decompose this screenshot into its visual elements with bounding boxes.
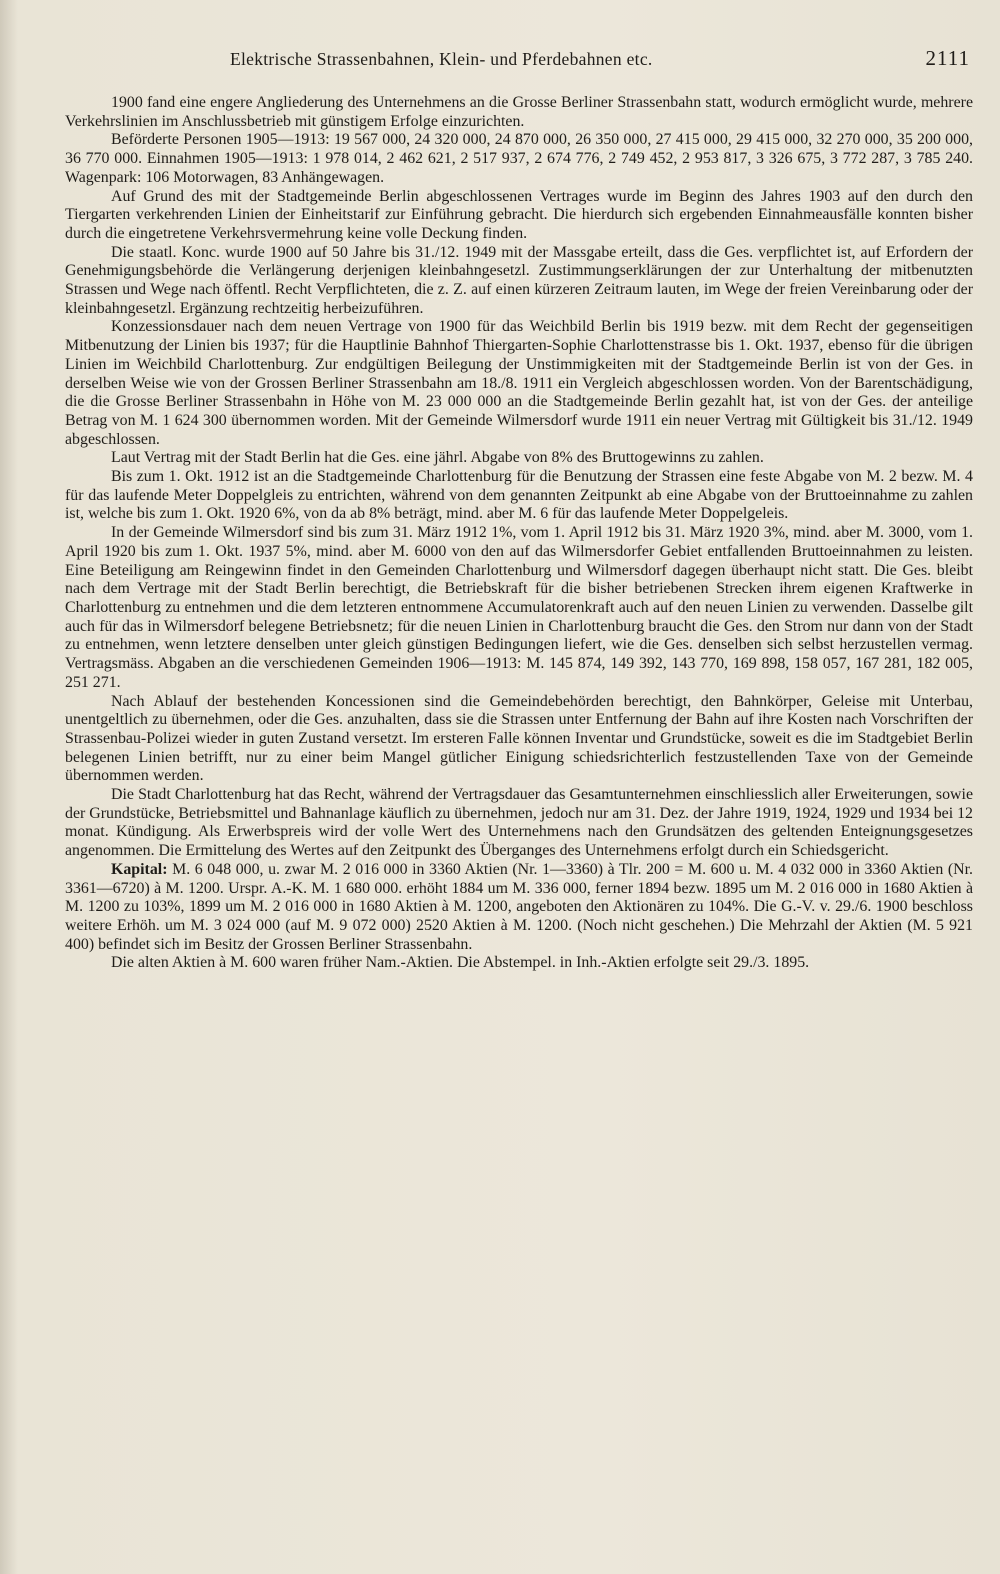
kapital-paragraph: [65, 861, 973, 955]
kapital-label: Kapital:: [111, 860, 168, 878]
running-title: Elektrische Strassenbahnen, Klein- und Pferdebahnen etc.: [230, 49, 653, 69]
paragraph: Nach Ablauf der bestehenden Koncessionen sind die Gemeindebehörden berechtigt, den Bahnkörper, Geleise mit Unterbau, unentgeltlich zu übernehmen, oder die Ges. anzuhalten, dass sie die Strassen unter Entfernung der Bahn auf ihre Kosten nach Vorschriften der Strassenbau-Polizei wieder in guten Zustand versetzt. Im ersteren Falle können Inventar und Grundstücke, soweit es die im Stadtgebiet Berlin belegenen Linien betrifft, nur zu einer beim Mangel gütlicher Einigung schiedsrichterlich festzustellenden Taxe von der Gemeinde übernommen werden.: [65, 692, 973, 785]
page-body: [65, 94, 973, 973]
paragraph: Auf Grund des mit der Stadtgemeinde Berlin abgeschlossenen Vertrages wurde im Beginn des Jahres 1903 auf den durch den Tiergarten verkehrenden Linien der Einheitstarif zur Einführung gebracht. Die hierdurch sich ergebenden Einnahmeausfälle konnten bisher durch die eingetretene Verkehrsvermehrung keine volle Deckung finden.: [65, 187, 973, 242]
paragraph: Die staatl. Konc. wurde 1900 auf 50 Jahre bis 31./12. 1949 mit der Massgabe erteilt, dass die Ges. verpflichtet ist, auf Erfordern der Genehmigungsbehörde die Verlängerung derjenigen kleinbahngesetzl. Zustimmungserklärungen der zur Unterhaltung der mitbenutzten Strassen und Wege nach öffentl. Recht Verpflichteten, die z. Z. auf einen kürzeren Zeitraum lauten, im Wege der freien Vereinbarung oder der kleinbahngesetzl. Ergänzung rechtzeitig herbeizuführen.: [65, 243, 973, 317]
page-number: 2111: [925, 46, 970, 70]
paragraph: Beförderte Personen 1905—1913: 19 567 000, 24 320 000, 24 870 000, 26 350 000, 27 415 000, 29 415 000, 32 270 000, 35 200 000, 36 770 000. Einnahmen 1905—1913: 1 978 014, 2 462 621, 2 517 937, 2 674 776, 2 749 452, 2 953 817, 3 326 675, 3 772 287, 3 785 240. Wagenpark: 106 Motorwagen, 83 Anhängewagen.: [65, 131, 973, 186]
paragraph: 1900 fand eine engere Angliederung des Unternehmens an die Grosse Berliner Strassenbahn statt, wodurch ermöglicht wurde, mehrere Verkehrslinien im Anschlussbetrieb mit günstigem Erfolge einzurichten.: [65, 94, 973, 130]
paragraph: Bis zum 1. Okt. 1912 ist an die Stadtgemeinde Charlottenburg für die Benutzung der Strassen eine feste Abgabe von M. 2 bezw. M. 4 für das laufende Meter Doppelgleis zu entrichten, während von dem genannten Zeitpunkt ab eine Abgabe von der Bruttoeinnahme zu zahlen ist, welche bis zum 1. Okt. 1920 6%, von da ab 8% beträgt, mind. aber M. 6 für das laufende Meter Doppelgeleis.: [65, 468, 973, 523]
kapital-text: M. 6 048 000, u. zwar M. 2 016 000 in 3360 Aktien (Nr. 1—3360) à Tlr. 200 = M. 600 u. M. 4 032 000 in 3360 Aktien (Nr. 3361—6720) à M. 1200. Urspr. A.-K. M. 1 680 000. erhöht 1884 um M. 336 000, ferner 1894 bezw. 1895 um M. 2 016 000 in 1680 Aktien à M. 1200 zu 103%, 1899 um M. 2 016 000 in 1680 Aktien à M. 1200, angeboten den Aktionären zu 104%. Die G.-V. v. 29./6. 1900 beschloss weitere Erhöh. um M. 3 024 000 (auf M. 9 072 000) 2520 Aktien à M. 1200. (Noch nicht geschehen.) Die Mehrzahl der Aktien (M. 5 921 400) befindet sich im Besitz der Grossen Berliner Strassenbahn.: [65, 860, 973, 953]
paragraph: Laut Vertrag mit der Stadt Berlin hat die Ges. eine jährl. Abgabe von 8% des Bruttogewinns zu zahlen.: [111, 449, 764, 467]
paragraph: Konzessionsdauer nach dem neuen Vertrage von 1900 für das Weichbild Berlin bis 1919 bezw. mit dem Recht der gegenseitigen Mitbenutzung der Linien bis 1937; für die Hauptlinie Bahnhof Thiergarten-Sophie Charlottenstrasse bis 1. Okt. 1937, ebenso für die übrigen Linien im Weichbild Charlottenburg. Zur endgültigen Beilegung der Unstimmigkeiten mit der Stadtgemeinde Berlin ist von der Ges. in derselben Weise wie von der Grossen Berliner Strassenbahn am 18./8. 1911 ein Vergleich abgeschlossen worden. Von der Barentschädigung, die die Grosse Berliner Strassenbahn in Höhe von M. 23 000 000 an die Stadtgemeinde Berlin gezahlt hat, ist von der Ges. der anteilige Betrag von M. 1 624 300 übernommen worden. Mit der Gemeinde Wilmersdorf wurde 1911 ein neuer Vertrag mit Gültigkeit bis 31./12. 1949 abgeschlossen.: [65, 318, 973, 448]
paragraph: Die alten Aktien à M. 600 waren früher Nam.-Aktien. Die Abstempel. in Inh.-Aktien erfolgte seit 29./3. 1895.: [111, 954, 810, 972]
paragraph: In der Gemeinde Wilmersdorf sind bis zum 31. März 1912 1%, vom 1. April 1912 bis 31. März 1920 3%, mind. aber M. 3000, vom 1. April 1920 bis zum 1. Okt. 1937 5%, mind. aber M. 6000 von den auf das Wilmersdorfer Gebiet entfallenden Bruttoeinnahmen zu leisten. Eine Beteiligung am Reingewinn findet in den Gemeinden Charlottenburg und Wilmersdorf dagegen überhaupt nicht statt. Die Ges. bleibt nach dem Vertrage mit der Stadt Berlin berechtigt, die Betriebskraft für die bisher betriebenen Strecken ihrem eigenen Kraftwerke in Charlottenburg zu entnehmen und die dem letzteren entnommene Accumulatorenkraft auch auf den neuen Linien zu verwenden. Dasselbe gilt auch für das in Wilmersdorf belegene Betriebsnetz; für die neuen Linien in Charlottenburg braucht die Ges. den Strom nur dann von der Stadt zu entnehmen, wenn letztere denselben unter gleich günstigen Bedingungen liefert, wie die Ges. denselben sich selbst herzustellen vermag. Vertragsmäss. Abgaben an die verschiedenen Gemeinden 1906—1913: M. 145 874, 149 392, 143 770, 169 898, 158 057, 167 281, 182 005, 251 271.: [65, 524, 973, 691]
page-header: [230, 46, 970, 76]
paragraph: Die Stadt Charlottenburg hat das Recht, während der Vertragsdauer das Gesamtunternehmen einschliesslich aller Erweiterungen, sowie der Grundstücke, Betriebsmittel und Bahnanlage käuflich zu übernehmen, jedoch nur am 31. Dez. der Jahre 1919, 1924, 1929 und 1934 bei 12 monat. Kündigung. Als Erwerbspreis wird der volle Wert des Unternehmens nach den Grundsätzen des geltenden Enteignungsgesetzes angenommen. Die Ermittelung des Wertes auf den Zeitpunkt des Überganges des Unternehmens erfolgt durch ein Schiedsgericht.: [65, 786, 973, 860]
